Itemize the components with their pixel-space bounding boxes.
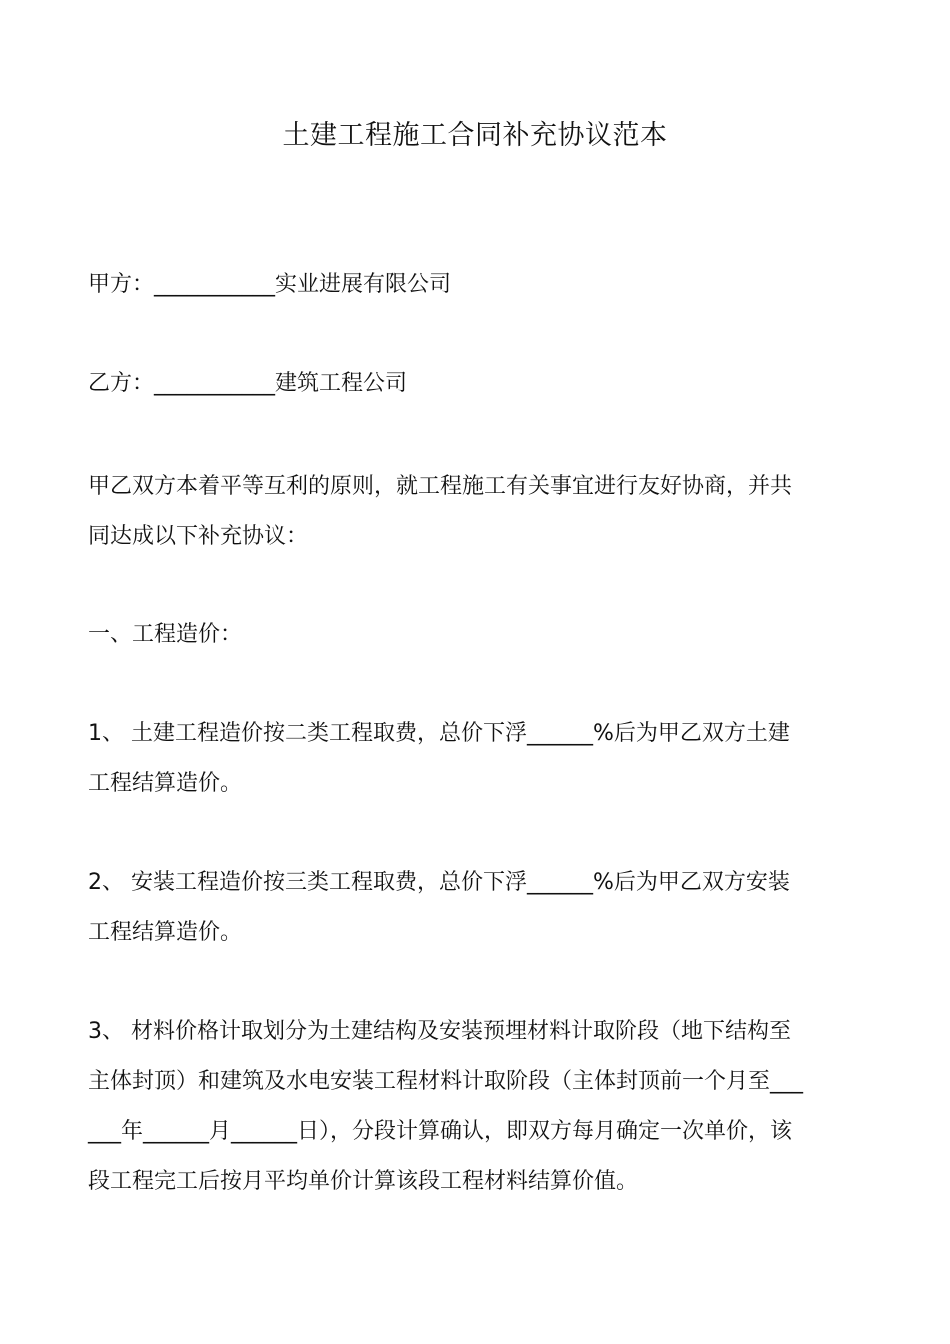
party-b-line: 乙方：___________建筑工程公司 <box>88 371 408 396</box>
intro-paragraph-line-1: 甲乙双方本着平等互利的原则，就工程施工有关事宜进行友好协商，并共 <box>88 474 793 499</box>
item-3-line-3: ___年______月______日），分段计算确认，即双方每月确定一次单价，该 <box>88 1119 793 1144</box>
item-3-line-4: 段工程完工后按月平均单价计算该段工程材料结算价值。 <box>88 1169 639 1194</box>
item-2-line-2: 工程结算造价。 <box>88 920 243 945</box>
item-1-line-1: 1、 土建工程造价按二类工程取费，总价下浮______%后为甲乙双方土建 <box>88 721 790 746</box>
item-3-line-2: 主体封顶）和建筑及水电安装工程材料计取阶段（主体封顶前一个月至___ <box>88 1069 804 1094</box>
intro-paragraph-line-2: 同达成以下补充协议： <box>88 524 309 549</box>
item-2-line-1: 2、 安装工程造价按三类工程取费，总价下浮______%后为甲乙双方安装 <box>88 870 790 895</box>
section-1-heading: 一、工程造价： <box>88 622 243 647</box>
party-a-line: 甲方：___________实业进展有限公司 <box>88 272 452 297</box>
document-title: 土建工程施工合同补充协议范本 <box>282 120 668 151</box>
item-3-line-1: 3、 材料价格计取划分为土建结构及安装预埋材料计取阶段（地下结构至 <box>88 1019 791 1044</box>
item-1-line-2: 工程结算造价。 <box>88 771 243 796</box>
